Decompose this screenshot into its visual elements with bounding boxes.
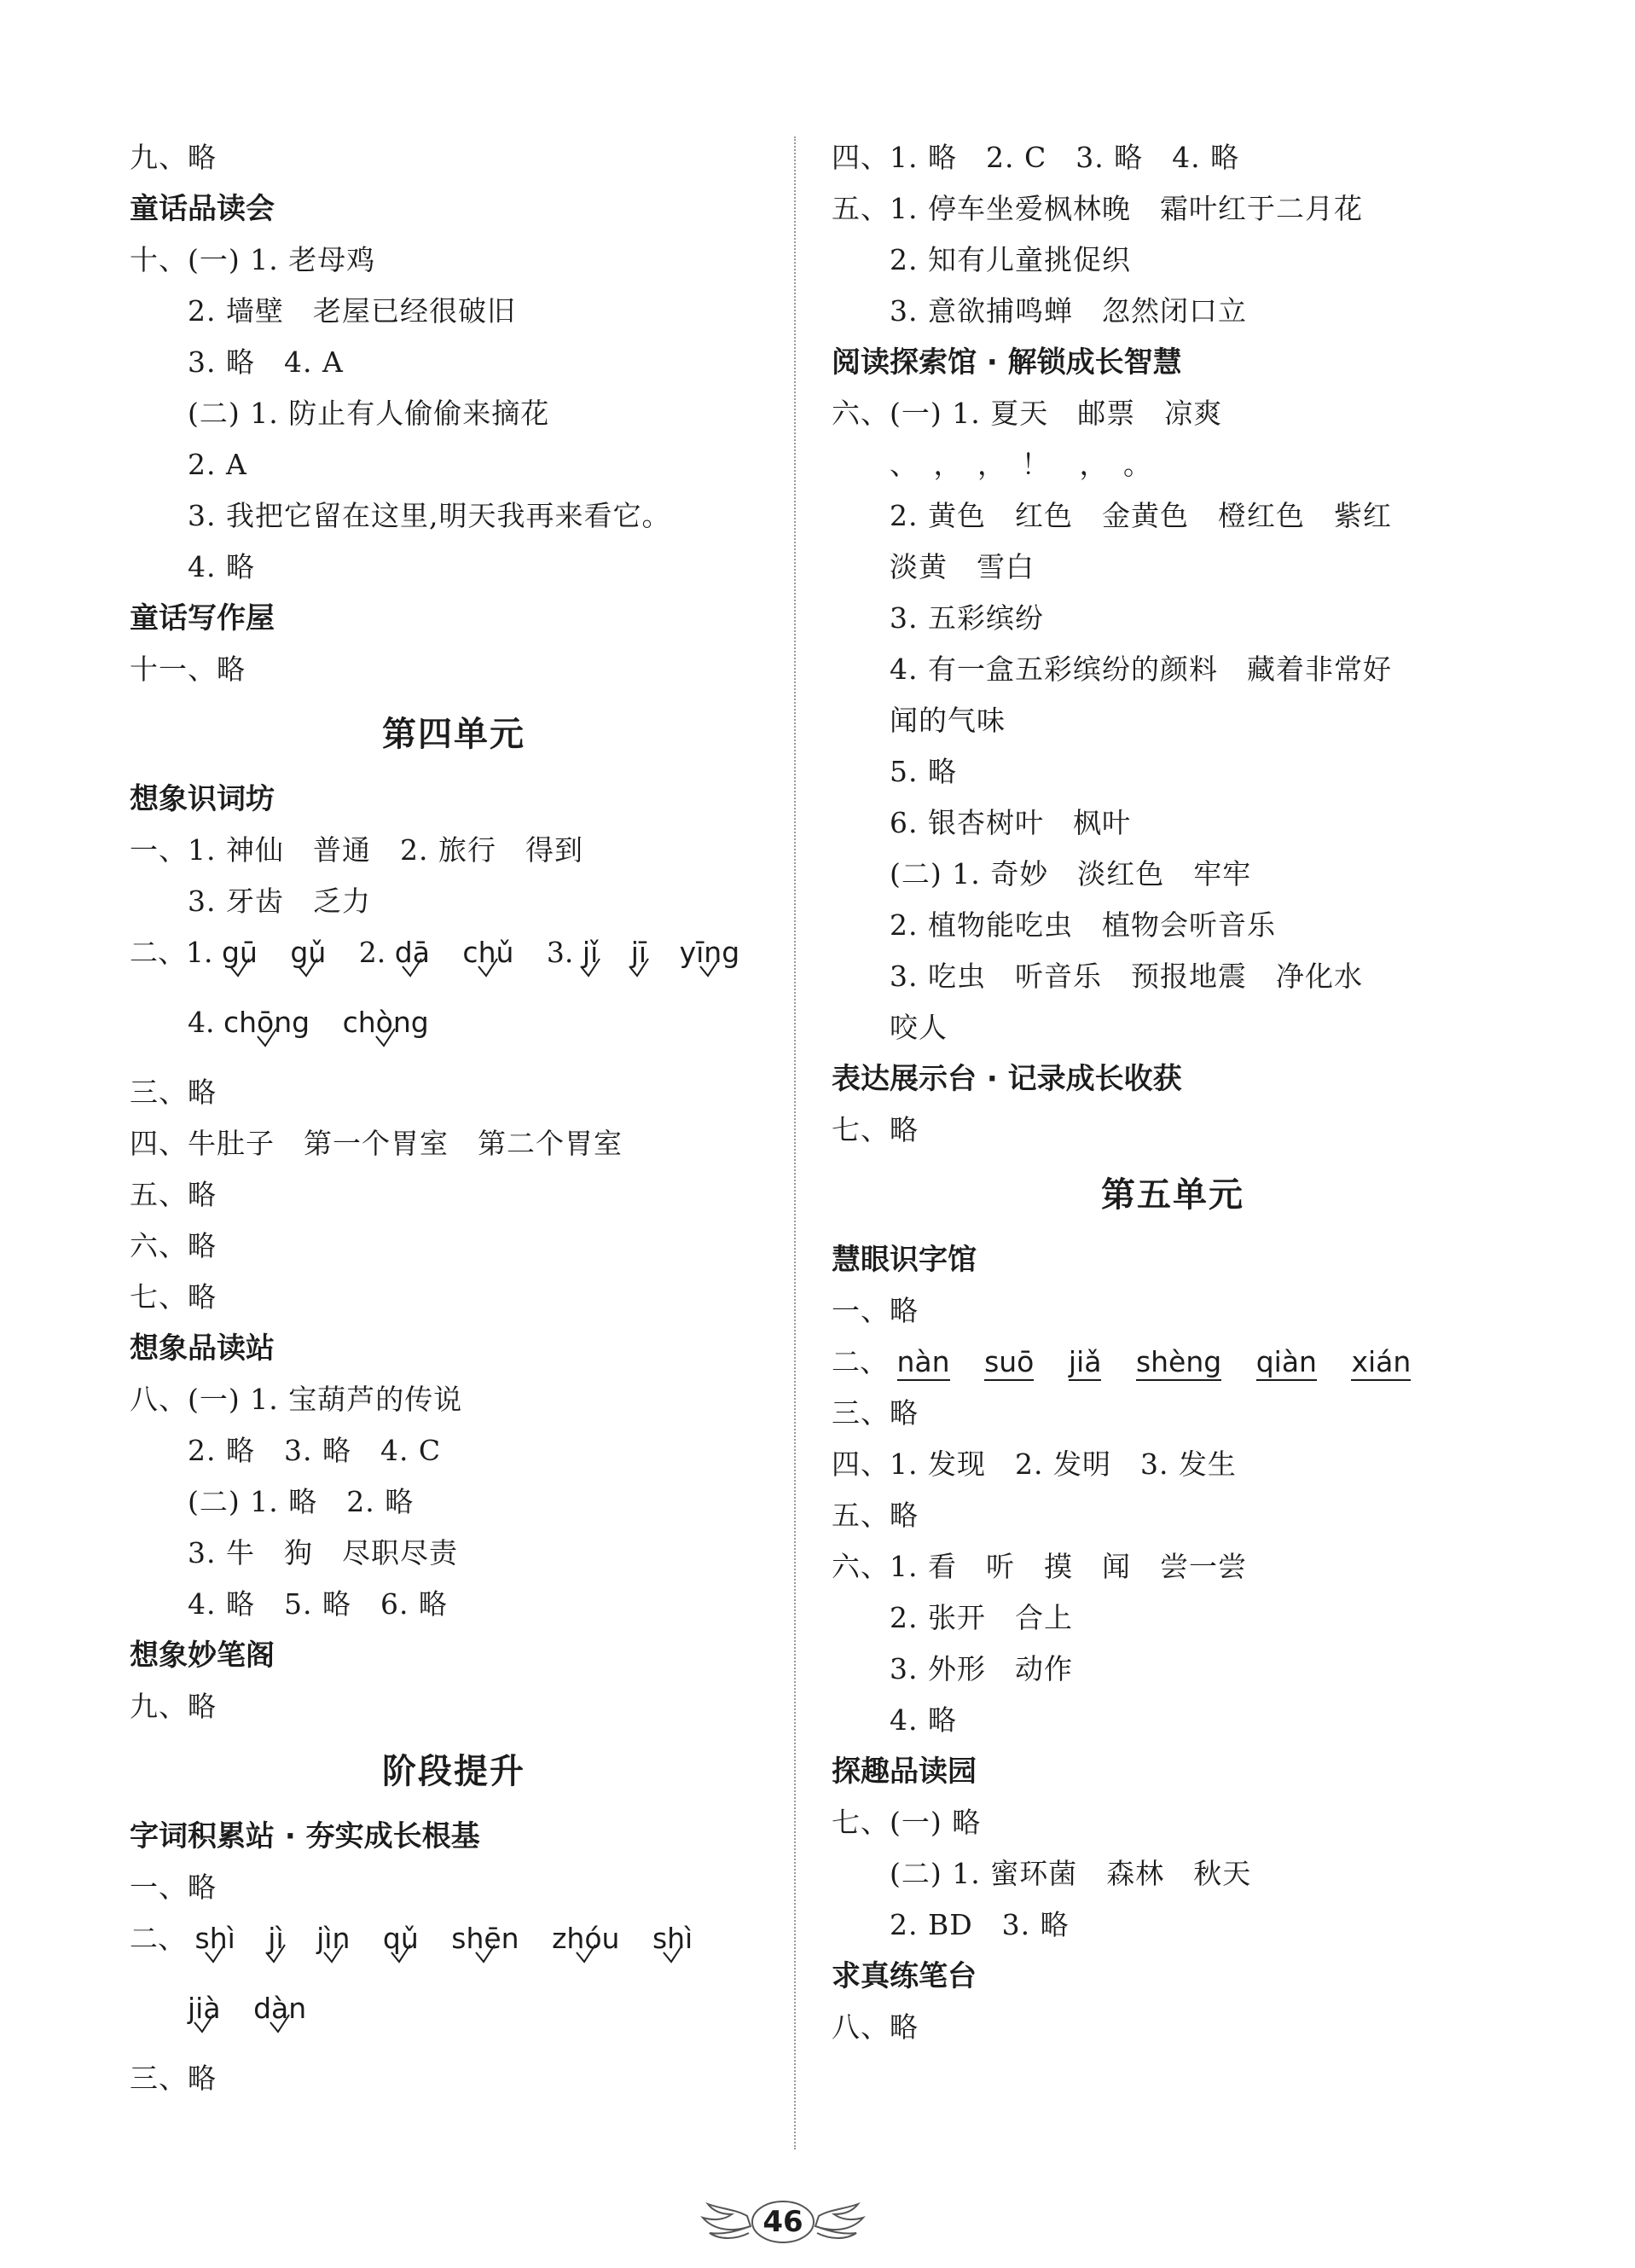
pinyin-choice — [383, 1913, 419, 1964]
question-prefix: 二、1. — [130, 936, 213, 969]
pinyin-underlined: xián — [1351, 1345, 1411, 1381]
pinyin-text: chǔ — [462, 936, 514, 969]
answer-line: 一、1. 神仙 普通 2. 旅行 得到 — [130, 833, 583, 867]
pinyin-answer-line — [130, 927, 778, 997]
right-column — [832, 132, 1514, 2053]
section-heading: 想象妙笔阁 — [130, 1639, 275, 1673]
unit-title: 第四单元 — [382, 714, 525, 754]
section-heading: 求真练笔台 — [832, 1959, 977, 1993]
answer-line: 4. 略 — [890, 1703, 957, 1737]
answer-line: (二) 1. 略 2. 略 — [188, 1485, 415, 1518]
pinyin-text: chōng — [223, 1006, 310, 1039]
pinyin-text: jìn — [316, 1922, 351, 1955]
question-number: 3. — [546, 936, 574, 969]
answer-line: 八、(一) 1. 宝葫芦的传说 — [130, 1383, 463, 1416]
check-mark-icon — [579, 956, 601, 978]
answer-line: 5. 略 — [890, 755, 957, 788]
answer-line: 三、略 — [130, 1076, 217, 1109]
pinyin-choice — [343, 997, 429, 1048]
check-mark-icon — [256, 1026, 278, 1048]
pinyin-choice — [395, 927, 430, 978]
pinyin-text: jǐ — [582, 936, 599, 969]
question-prefix: 二、 — [832, 1345, 888, 1378]
pinyin-text: shēn — [451, 1922, 519, 1955]
check-mark-icon — [474, 1942, 496, 1964]
answer-line: 四、牛肚子 第一个胃室 第二个胃室 — [130, 1127, 623, 1160]
pinyin-choice — [451, 1913, 519, 1964]
answer-line: 四、1. 发现 2. 发明 3. 发生 — [832, 1447, 1237, 1481]
page-number: 46 — [762, 2205, 803, 2239]
section-heading: 童话写作屋 — [130, 601, 275, 635]
answer-line: 4. 有一盒五彩缤纷的颜料 藏着非常好 — [890, 653, 1392, 686]
answer-line: 3. 略 4. A — [188, 345, 344, 379]
check-mark-icon — [699, 956, 721, 978]
left-column — [130, 132, 778, 2104]
pinyin-choice — [552, 1913, 619, 1964]
answer-line: 咬人 — [890, 1011, 948, 1044]
answer-line: 七、略 — [832, 1113, 919, 1146]
section-heading: 探趣品读园 — [832, 1755, 977, 1789]
pinyin-text: yīng — [679, 936, 740, 969]
answer-line: 九、略 — [130, 1690, 217, 1723]
pinyin-text: gū — [222, 936, 258, 969]
pinyin-answer-line — [130, 1913, 778, 1983]
answer-line: 2. 黄色 红色 金黄色 橙红色 紫红 — [890, 499, 1392, 532]
answer-line: 3. 牛 狗 尽职尽责 — [188, 1536, 458, 1569]
pinyin-choice — [316, 1913, 350, 1964]
check-mark-icon — [322, 1942, 345, 1964]
answer-line: 闻的气味 — [890, 704, 1006, 737]
check-mark-icon — [193, 2012, 215, 2034]
answer-line: 六、略 — [130, 1229, 217, 1262]
answer-line: (二) 1. 防止有人偷偷来摘花 — [188, 397, 550, 430]
pinyin-underlined: jiǎ — [1069, 1345, 1102, 1381]
answer-line: 3. 外形 动作 — [890, 1652, 1073, 1685]
check-mark-icon — [390, 1942, 412, 1964]
pinyin-answer-line — [130, 997, 778, 1067]
unit-title: 阶段提升 — [382, 1751, 525, 1791]
answer-line: 六、(一) 1. 夏天 邮票 凉爽 — [832, 397, 1223, 430]
question-prefix: 二、 — [130, 1922, 186, 1955]
check-mark-icon — [401, 956, 423, 978]
answer-line: (二) 1. 蜜环菌 森林 秋天 — [890, 1857, 1252, 1890]
pinyin-choice — [268, 1913, 283, 1964]
check-mark-icon — [628, 956, 650, 978]
pinyin-text: qǔ — [382, 1922, 419, 1955]
pinyin-answer-line — [130, 1983, 778, 2053]
pinyin-choice — [462, 927, 513, 978]
answer-line: 2. 张开 合上 — [890, 1601, 1073, 1634]
check-mark-icon — [297, 956, 319, 978]
answer-line: 3. 吃虫 听音乐 预报地震 净化水 — [890, 960, 1363, 993]
answer-line: 五、略 — [832, 1499, 919, 1532]
pinyin-answer-line — [832, 1337, 1514, 1388]
pinyin-text: zhóu — [552, 1922, 620, 1955]
check-mark-icon — [269, 2012, 291, 2034]
answer-line: 九、略 — [130, 141, 217, 174]
answer-line: 八、略 — [832, 2010, 919, 2044]
answer-line: 一、略 — [130, 1871, 217, 1904]
answer-line: 3. 牙齿 乏力 — [188, 885, 371, 918]
pinyin-choice — [583, 927, 598, 978]
answer-line: 五、1. 停车坐爱枫林晚 霜叶红于二月花 — [832, 192, 1363, 225]
section-heading: 想象品读站 — [130, 1331, 275, 1366]
pinyin-text: dàn — [253, 1992, 307, 2025]
section-heading: 想象识词坊 — [130, 782, 275, 816]
section-heading: 表达展示台 · 记录成长收获 — [832, 1062, 1182, 1096]
check-mark-icon — [575, 1942, 597, 1964]
unit-title: 第五单元 — [1101, 1175, 1244, 1215]
pinyin-text: jì — [268, 1922, 284, 1955]
answer-line: 淡黄 雪白 — [890, 550, 1035, 583]
pinyin-text: shì — [652, 1922, 693, 1955]
answer-line: 6. 银杏树叶 枫叶 — [890, 806, 1131, 839]
answer-line: 一、略 — [832, 1294, 919, 1327]
pinyin-choice — [253, 1983, 306, 2034]
answer-line: 3. 我把它留在这里,明天我再来看它。 — [188, 499, 671, 532]
section-heading: 童话品读会 — [130, 192, 275, 226]
question-number: 4. — [188, 1006, 215, 1039]
check-mark-icon — [374, 1026, 397, 1048]
answer-line: 2. 知有儿童挑促织 — [890, 243, 1131, 276]
answer-line: 三、略 — [130, 2062, 217, 2095]
pinyin-underlined: qiàn — [1256, 1345, 1317, 1381]
answer-line: 2. A — [188, 448, 247, 481]
pinyin-choice — [222, 927, 258, 978]
pinyin-text: dā — [394, 936, 430, 969]
section-heading: 慧眼识字馆 — [832, 1243, 977, 1277]
answer-line: 三、略 — [832, 1396, 919, 1430]
check-mark-icon — [477, 956, 499, 978]
check-mark-icon — [229, 956, 251, 978]
answer-line: 2. 植物能吃虫 植物会听音乐 — [890, 908, 1276, 942]
section-heading: 阅读探索馆 · 解锁成长智慧 — [832, 345, 1182, 380]
pinyin-choice — [631, 927, 646, 978]
answer-line: 七、(一) 略 — [832, 1806, 982, 1839]
answer-line: 3. 意欲捕鸣蝉 忽然闭口立 — [890, 294, 1247, 328]
pinyin-choice — [188, 1983, 221, 2034]
answer-line: 四、1. 略 2. C 3. 略 4. 略 — [832, 141, 1240, 174]
answer-line: 4. 略 5. 略 6. 略 — [188, 1587, 448, 1621]
pinyin-underlined: nàn — [897, 1345, 950, 1381]
check-mark-icon — [662, 1942, 684, 1964]
answer-line: 3. 五彩缤纷 — [890, 601, 1044, 635]
pinyin-text: gǔ — [290, 936, 327, 969]
punctuation-answer: 、 ， ， ！ ， 。 — [890, 448, 1152, 481]
pinyin-underlined: suō — [984, 1345, 1034, 1381]
check-mark-icon — [204, 1942, 226, 1964]
answer-line: 4. 略 — [188, 550, 255, 583]
pinyin-underlined: shèng — [1136, 1345, 1221, 1381]
question-number: 2. — [358, 936, 386, 969]
answer-line: 2. 墙壁 老屋已经很破旧 — [188, 294, 516, 328]
answer-line: 七、略 — [130, 1280, 217, 1314]
answer-line: 五、略 — [130, 1178, 217, 1211]
pinyin-text: chòng — [342, 1006, 429, 1039]
answer-line: 六、1. 看 听 摸 闻 尝一尝 — [832, 1550, 1247, 1583]
page-number-badge — [698, 2192, 868, 2252]
pinyin-choice — [195, 1913, 235, 1964]
check-mark-icon — [264, 1942, 287, 1964]
answer-line: 十一、略 — [130, 653, 246, 686]
column-divider — [794, 136, 796, 2149]
pinyin-choice — [290, 927, 326, 978]
answer-line: 2. 略 3. 略 4. C — [188, 1434, 442, 1467]
answer-line: 十、(一) 1. 老母鸡 — [130, 243, 376, 276]
pinyin-text: jià — [188, 1992, 221, 2025]
answer-line: 2. BD 3. 略 — [890, 1908, 1070, 1941]
answer-line: (二) 1. 奇妙 淡红色 牢牢 — [890, 857, 1252, 890]
pinyin-choice — [652, 1913, 693, 1964]
pinyin-choice — [680, 927, 740, 978]
pinyin-text: jī — [630, 936, 647, 969]
pinyin-text: shì — [194, 1922, 235, 1955]
pinyin-choice — [223, 997, 310, 1048]
section-heading: 字词积累站 · 夯实成长根基 — [130, 1819, 480, 1853]
